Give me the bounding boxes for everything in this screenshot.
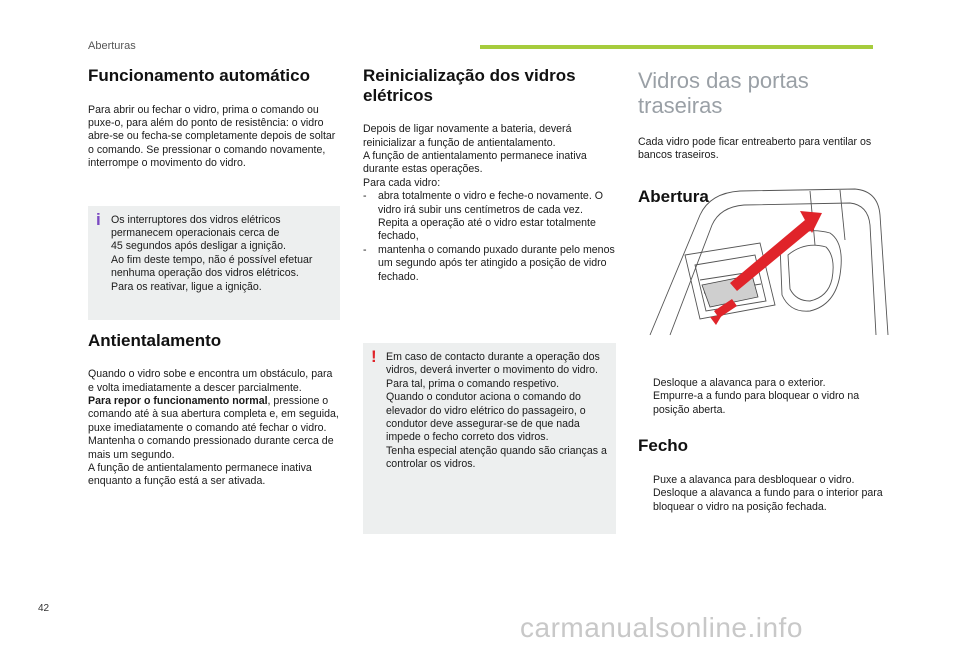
title-rear-windows: Vidros das portas traseiras <box>638 68 809 119</box>
dash-bullet: - <box>363 243 367 256</box>
info-line: 45 segundos após desligar a ignição. <box>111 240 286 253</box>
info-line: nenhuma operação dos vidros elétricos. <box>111 267 299 280</box>
paragraph-automatic: Para abrir ou fechar o vidro, prima o comando ou puxe-o, para além do ponto de resistência: o vidro abre-se ou fecha-se completamente depois de soltar o comando. Se pressionar o comando novamente, interrompe o movimento do vidro. <box>88 103 336 170</box>
info-icon: i <box>96 209 101 229</box>
paragraph-antipinch <box>88 368 340 489</box>
warning-line: Quando o condutor aciona o comando do elevador do vidro elétrico do passageiro, o condutor deve assegurar-se de que nada impede o fecho correto dos vidros. <box>386 391 586 444</box>
info-note <box>88 206 340 320</box>
title-opening: Abertura <box>638 187 709 207</box>
list-item: Puxe a alavanca para desbloquear o vidro. <box>653 473 855 486</box>
warning-icon: ! <box>371 346 377 366</box>
list-item: Desloque a alavanca a fundo para o interior para bloquear o vidro na posição fechada. <box>653 487 883 513</box>
rear-door-illustration <box>640 185 892 337</box>
list-item: Desloque a alavanca para o exterior. <box>653 376 826 389</box>
info-line: Para os reativar, ligue a ignição. <box>111 280 262 293</box>
dash-bullet: - <box>363 190 367 203</box>
rear-intro: Cada vidro pode ficar entreaberto para ventilar os bancos traseiros. <box>638 135 872 161</box>
antipinch-bold: Para repor o funcionamento normal <box>88 394 268 407</box>
reset-intro: A função de antientalamento permanece inativa durante estas operações. <box>363 149 587 176</box>
list-item: Empurre-a a fundo para bloquear o vidro na posição aberta. <box>653 390 860 416</box>
info-line: Ao fim deste tempo, não é possível efetuar <box>111 253 313 266</box>
watermark: carmanualsonline.info <box>520 612 803 643</box>
list-item: - abra totalmente o vidro e feche-o novamente. O vidro irá subir uns centímetros de cada vez. Repita a operação até o vidro estar totalmente fechado, <box>363 190 603 243</box>
list-item: - mantenha o comando puxado durante pelo menos um segundo após ter atingido a posição de vidro fechado. <box>363 243 615 283</box>
reset-intro: Depois de ligar novamente a bateria, deverá reinicializar a função de antientalamento. <box>363 123 572 149</box>
header-bar <box>480 45 873 49</box>
column-reset <box>363 66 616 534</box>
column-automatic <box>88 66 340 489</box>
closing-steps <box>638 474 892 514</box>
warning-note <box>363 343 616 534</box>
title-reset: Reinicialização dos vidros elétricos <box>363 66 576 105</box>
info-line: Os interruptores dos vidros elétricos <box>111 213 281 226</box>
antipinch-text: Quando o vidro sobe e encontra um obstáculo, para e volta imediatamente a descer parcialmente. <box>88 368 333 394</box>
warning-line: Em caso de contacto durante a operação dos vidros, deverá inverter o movimento do vidro. Para tal, prima o comando respetivo. <box>386 350 600 390</box>
antipinch-rest: , pressione o comando até à sua abertura completa e, em seguida, puxe imediatamente o comando até fechar o vidro. Mantenha o comando pressionado durante cerca de mais um segundo. <box>88 394 339 461</box>
title-automatic: Funcionamento automático <box>88 66 310 85</box>
door-latch-drawing <box>640 185 892 337</box>
reset-intro: Para cada vidro: <box>363 176 441 189</box>
page-number: 42 <box>38 603 50 614</box>
warning-line: Tenha especial atenção quando são crianças a controlar os vidros. <box>386 444 607 471</box>
title-antipinch: Antientalamento <box>88 330 222 350</box>
info-line: permanecem operacionais cerca de <box>111 226 280 239</box>
reset-steps <box>363 190 616 284</box>
opening-steps <box>638 377 892 417</box>
title-closing: Fecho <box>638 436 689 456</box>
section-label: Aberturas <box>88 40 136 52</box>
antipinch-end: A função de antientalamento permanece inativa enquanto a função está a ser ativada. <box>88 461 312 488</box>
